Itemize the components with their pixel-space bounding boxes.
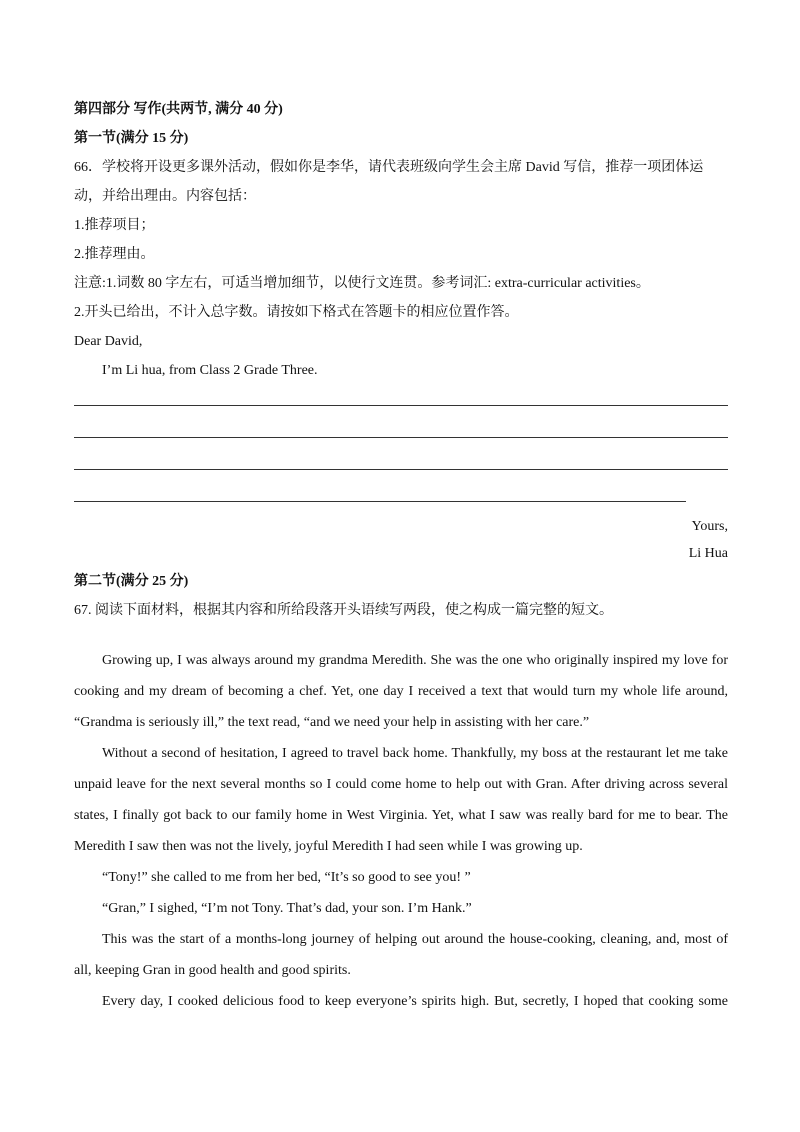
item-2: 2.推荐理由。 [74,247,155,262]
q67-instruction: 67. 阅读下面材料，根据其内容和所给段落开头语续写两段，使之构成一篇完整的短文。 [74,603,613,618]
q66-line-1: 66．学校将开设更多课外活动，假如你是李华，请代表班级向学生会主席 David 写信，推荐一项团体运 [74,160,704,175]
note-2: 2.开头已给出，不计入总字数。请按如下格式在答题卡的相应位置作答。 [74,305,519,320]
q66-line-2: 动，并给出理由。内容包括： [74,189,256,204]
story-paragraph-1: Growing up, I was always around my grandma Meredith. She was the one who originally inspired my love for cooking and my dream of becoming a chef. Yet, one day I received a text that would turn my whole life around, “Grandma is seriously ill,” the text read, “and we need your help in assisting with her care.” [74,653,728,730]
story-paragraph-2: Without a second of hesitation, I agreed to travel back home. Thankfully, my boss at the restaurant let me take unpaid leave for the next several months so I could come home to help out with Gran. After driving across several states, I finally got back to our family home in West Virginia. Yet, what I saw was really bard for me to bear. The Meredith I saw then was not the lively, joyful Meredith I had seen while I was growing up. [74,746,728,854]
part4-title: 第四部分 写作(共两节, 满分 40 分) [74,102,283,117]
document-page [74,95,728,1017]
answer-line [74,481,686,502]
answer-line [74,449,728,470]
salutation: Dear David, [74,334,143,349]
story-paragraph-6: Every day, I cooked delicious food to keep everyone’s spirits high. But, secretly, I hoped that cooking some [102,994,728,1009]
story-paragraph-4: “Gran,” I sighed, “I’m not Tony. That’s dad, your son. I’m Hank.” [102,901,472,916]
signature: Li Hua [688,546,728,561]
section2-title: 第二节(满分 25 分) [74,574,189,589]
note-1: 注意:1.词数 80 字左右，可适当增加细节，以使行文连贯。参考词汇: extra-curricular activities。 [74,276,650,291]
spacer [74,625,728,645]
story-paragraph-3: “Tony!” she called to me from her bed, “It’s so good to see you! ” [102,870,471,885]
story-paragraph-5: This was the start of a months-long journey of helping out around the house-cooking, cleaning, and, most of all, keeping Gran in good health and good spirits. [74,932,728,978]
item-1: 1.推荐项目； [74,218,155,233]
closing: Yours, [691,519,728,534]
answer-line [74,417,728,438]
section1-title: 第一节(满分 15 分) [74,131,189,146]
letter-opening: I’m Li hua, from Class 2 Grade Three. [102,363,318,378]
answer-line [74,385,728,406]
